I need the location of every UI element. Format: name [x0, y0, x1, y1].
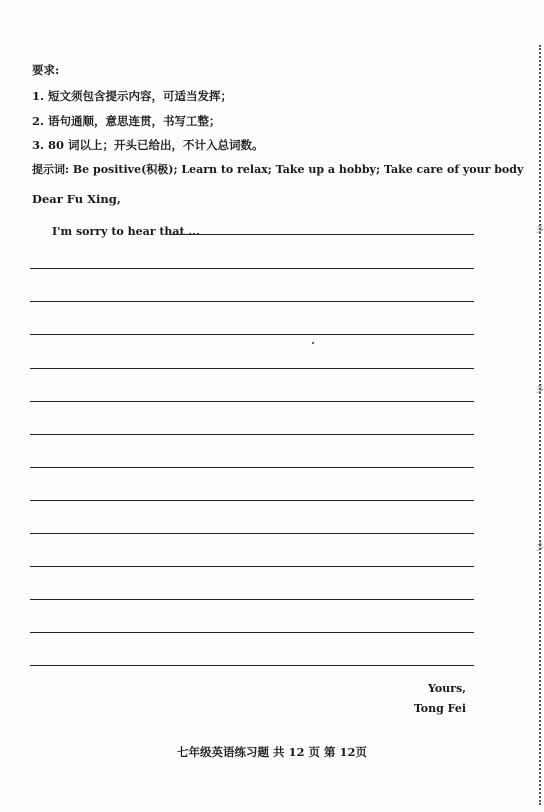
writing-line[interactable] [30, 533, 474, 534]
letter-greeting: Dear Fu Xing, [32, 192, 121, 206]
letter-opener: I'm sorry to hear that ... [52, 225, 200, 238]
binding-mark: 彡 [535, 385, 544, 395]
letter-closing: Yours, [427, 682, 466, 695]
writing-line[interactable] [30, 566, 474, 567]
requirement-item-3: 3. 80 词以上；开头已给出，不计入总词数。 [32, 138, 264, 152]
requirement-item-2: 2. 语句通顺，意思连贯，书写工整； [32, 114, 221, 128]
writing-line[interactable] [30, 301, 474, 302]
binding-mark: 彡 [535, 225, 544, 235]
letter-signature: Tong Fei [413, 702, 466, 715]
writing-line[interactable] [30, 368, 474, 369]
writing-line[interactable] [30, 632, 474, 633]
writing-line[interactable] [30, 599, 474, 600]
binding-dotted-line [539, 45, 541, 805]
hint-words: 提示词: Be positive(积极); Learn to relax; Take up a hobby; Take care of your body [32, 163, 524, 176]
writing-line[interactable] [30, 665, 474, 666]
requirements-heading: 要求: [32, 63, 60, 77]
writing-line[interactable] [30, 467, 474, 468]
scan-speck [312, 342, 314, 344]
requirement-item-1: 1. 短文须包含提示内容，可适当发挥； [32, 89, 233, 103]
writing-line[interactable] [30, 334, 474, 335]
binding-mark: 彡 [535, 543, 544, 553]
writing-line[interactable] [30, 434, 474, 435]
writing-line[interactable] [30, 500, 474, 501]
writing-line[interactable] [30, 401, 474, 402]
writing-line-opener[interactable] [170, 234, 474, 235]
page-footer: 七年级英语练习题 共 12 页 第 12页 [176, 745, 368, 759]
writing-line[interactable] [30, 268, 474, 269]
